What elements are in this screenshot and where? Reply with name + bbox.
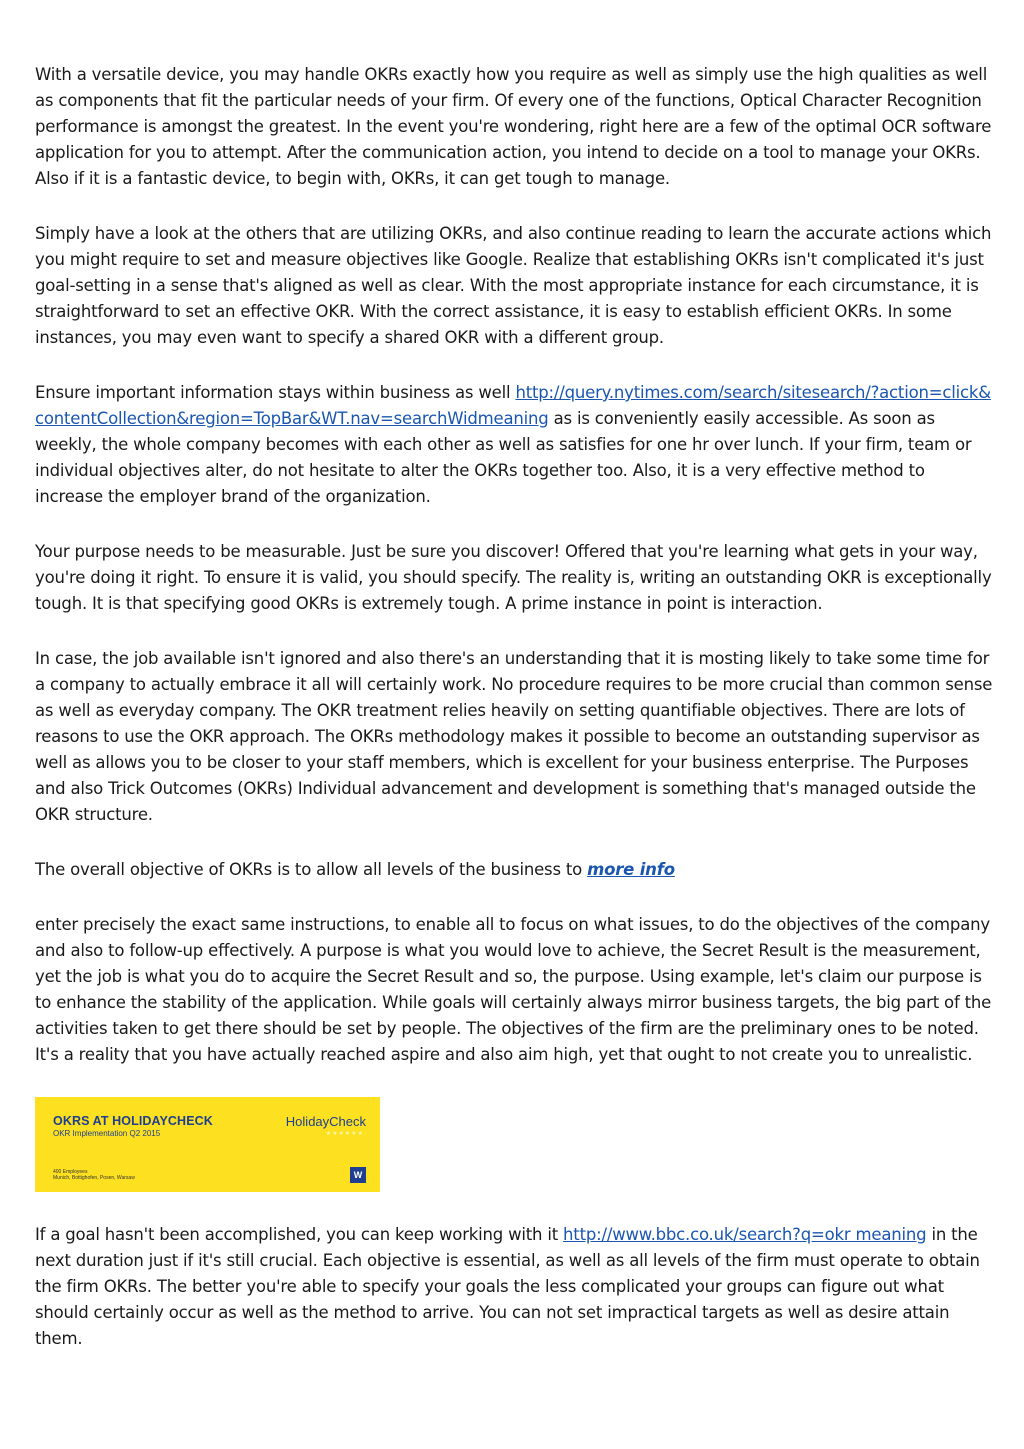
paragraph-3-text-end: as is conveniently easily accessible. As soon as weekly, the whole company becomes with each other as well as satisfies for one hr over lunch. If your firm, team or individual objectives alter, do not hesitate to alter the OKRs together too. Also, it is a very effective method to increase the employer brand of the organization.	[35, 409, 972, 506]
paragraph-8-text-start: If a goal hasn't been accomplished, you can keep working with it	[35, 1225, 564, 1244]
paragraph-8-text-end: in the next duration just if it's still crucial. Each objective is essential, as well as all levels of the firm must operate to obtain the firm OKRs. The better you're able to specify your goals the less complicated your groups can figure out what should certainly occur as well as the method to arrive. You can not set impractical targets as well as desire attain them.	[35, 1225, 980, 1348]
paragraph-4: Your purpose needs to be measurable. Just be sure you discover! Offered that you're learning what gets in your way, you're doing it right. To ensure it is valid, you should specify. The reality is, writing an outstanding OKR is exceptionally tough. It is that specifying good OKRs is extremely tough. A prime instance in point is interaction.	[35, 542, 992, 613]
banner-details	[53, 1169, 223, 1181]
okr-banner-image	[35, 1097, 380, 1192]
nytimes-search-link[interactable]: http://query.nytimes.com/search/sitesearch/?action=click&contentCollection&region=TopBar&WT.nav=searchWidmeaning	[35, 383, 991, 428]
paragraph-2: Simply have a look at the others that are utilizing OKRs, and also continue reading to learn the accurate actions which you might require to set and measure objectives like Google. Realize that establishing OKRs isn't complicated it's just goal-setting in a sense that's aligned as well as clear. With the most appropriate instance for each circumstance, it is straightforward to set an effective OKR. With the correct assistance, it is easy to establish efficient OKRs. In some instances, you may even want to specify a shared OKR with a different group.	[35, 224, 992, 347]
paragraph-8	[35, 1222, 995, 1352]
holidaycheck-logo: HolidayCheck	[285, 1114, 366, 1129]
paragraph-6-text: The overall objective of OKRs is to allow all levels of the business to	[35, 860, 588, 879]
more-info-link[interactable]: more info	[587, 860, 675, 879]
paragraph-1: With a versatile device, you may handle OKRs exactly how you require as well as simply use the high qualities as well as components that fit the particular needs of your firm. Of every one of the functions, Optical Character Recognition performance is amongst the greatest. In the event you're wondering, right here are a few of the optimal OCR software application for you to attempt. After the communication action, you intend to decide on a tool to manage your OKRs. Also if it is a fantastic device, to begin with, OKRs, it can get tough to manage.	[35, 65, 992, 188]
bbc-search-link[interactable]: http://www.bbc.co.uk/search?q=okr meaning	[563, 1225, 927, 1244]
banner-title: OKRS AT HOLIDAYCHECK	[53, 1114, 213, 1128]
paragraph-3	[35, 380, 995, 510]
banner-locations: Munich, Bottighofen, Posen, Warsaw	[53, 1175, 135, 1181]
paragraph-5: In case, the job available isn't ignored and also there's an understanding that it is mosting likely to take some time for a company to actually embrace it all will certainly work. No procedure requires to be more crucial than common sense as well as everyday company. The OKR treatment relies heavily on setting quantifiable objectives. There are lots of reasons to use the OKR approach. The OKRs methodology makes it possible to become an outstanding supervisor as well as allows you to be closer to your staff members, which is excellent for your business enterprise. The Purposes and also Trick Outcomes (OKRs) Individual advancement and development is something that's managed outside the OKR structure.	[35, 649, 993, 824]
w-logo-icon: W	[350, 1167, 366, 1183]
banner-subtitle: OKR Implementation Q2 2015	[53, 1129, 161, 1138]
paragraph-3-text-start: Ensure important information stays within business as well	[35, 383, 516, 402]
rating-stars-icon: ★★★★★★	[325, 1130, 364, 1137]
paragraph-7: enter precisely the exact same instructions, to enable all to focus on what issues, to do the objectives of the company and also to follow-up effectively. A purpose is what you would love to achieve, the Secret Result is the measurement, yet the job is what you do to acquire the Secret Result and so, the purpose. Using example, let's claim our purpose is to enhance the stability of the application. While goals will certainly always mirror business targets, the big part of the activities taken to get there should be set by people. The objectives of the firm are the preliminary ones to be noted. It's a reality that you have actually reached aspire and also aim high, yet that ought to not create you to unrealistic.	[35, 915, 992, 1064]
paragraph-6	[35, 857, 995, 883]
article	[35, 62, 995, 1381]
banner-employees: 400 Employees	[53, 1169, 88, 1175]
